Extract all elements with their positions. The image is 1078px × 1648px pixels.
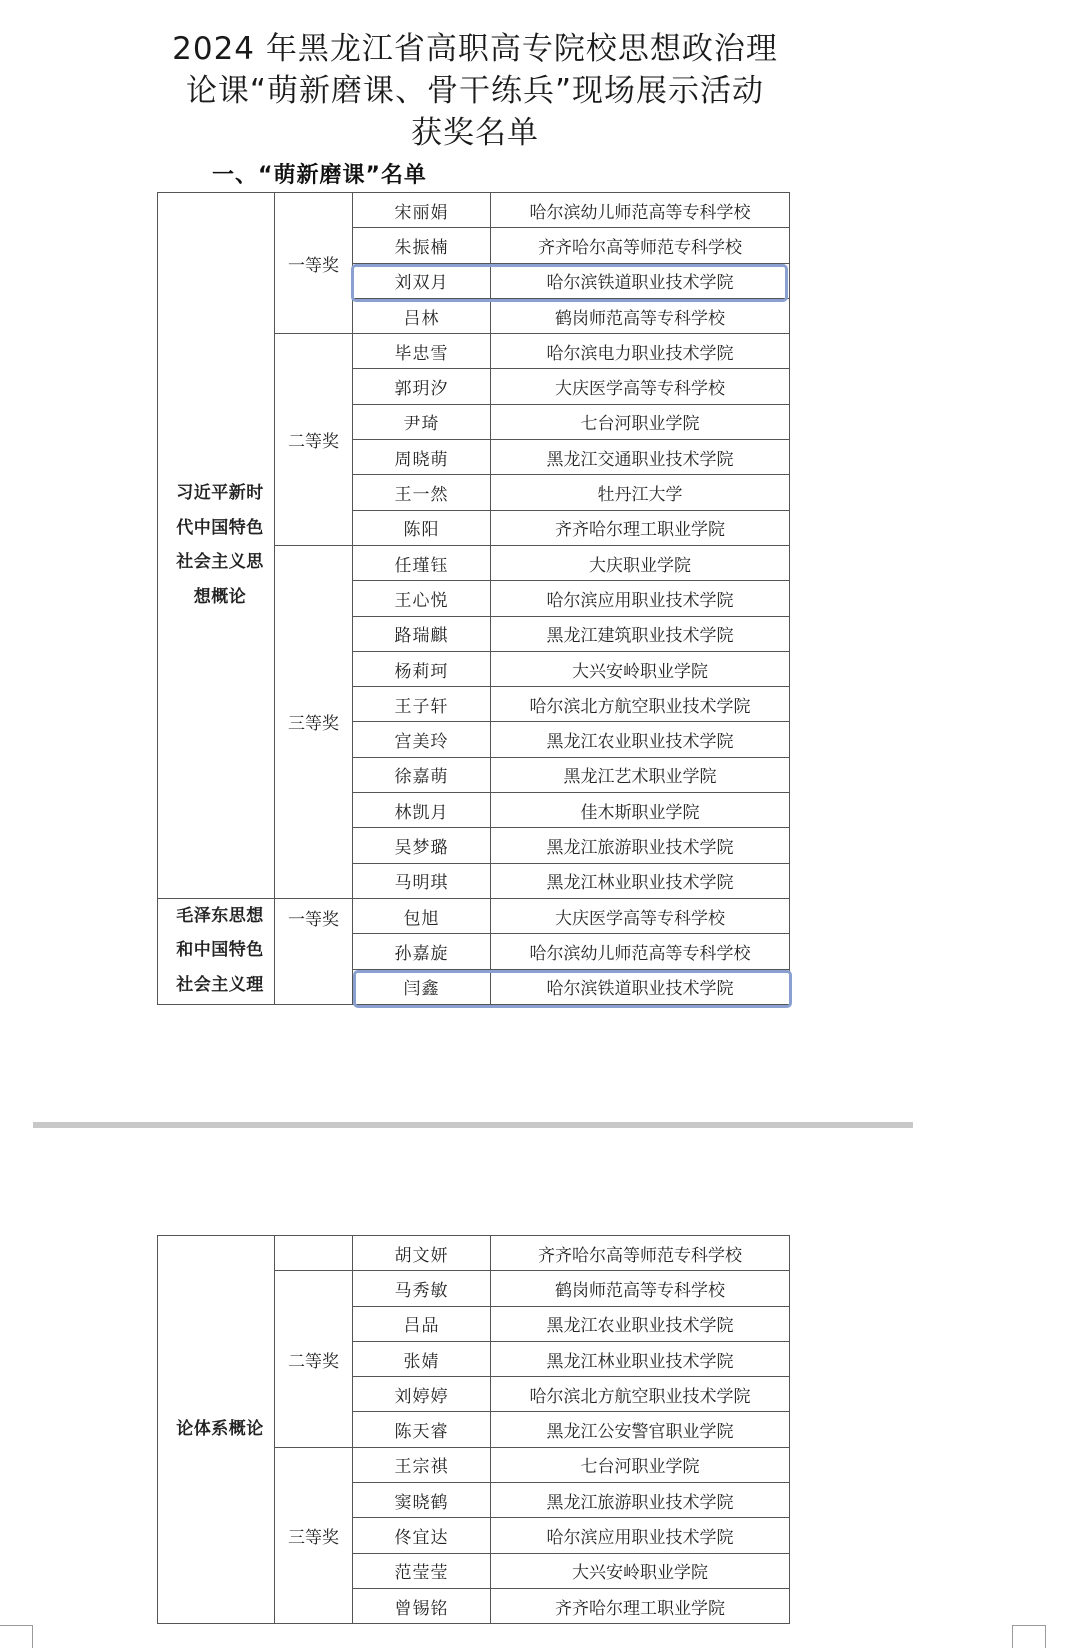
award-level-cell: 二等奖 bbox=[275, 1271, 353, 1447]
winner-school: 齐齐哈尔理工职业学院 bbox=[491, 510, 790, 545]
winner-name: 王子轩 bbox=[353, 687, 491, 722]
winner-name: 吴梦璐 bbox=[353, 828, 491, 863]
winner-school: 黑龙江林业职业技术学院 bbox=[491, 863, 790, 898]
highlight-box bbox=[353, 970, 792, 1008]
winner-name: 郭玥汐 bbox=[353, 369, 491, 404]
winner-school: 齐齐哈尔理工职业学院 bbox=[491, 1588, 790, 1623]
subject-cell: 论体系概论 bbox=[158, 1236, 275, 1624]
page-divider bbox=[33, 1122, 913, 1128]
winner-name: 陈天睿 bbox=[353, 1412, 491, 1447]
winner-name: 佟宜达 bbox=[353, 1518, 491, 1553]
winner-school: 佳木斯职业学院 bbox=[491, 793, 790, 828]
winner-school: 黑龙江农业职业技术学院 bbox=[491, 1306, 790, 1341]
winner-school: 大庆医学高等专科学校 bbox=[491, 898, 790, 933]
winner-school: 黑龙江交通职业技术学院 bbox=[491, 440, 790, 475]
award-level-cell bbox=[275, 1236, 353, 1271]
award-table-page-1 bbox=[157, 192, 790, 1005]
winner-school: 哈尔滨应用职业技术学院 bbox=[491, 1518, 790, 1553]
table-row bbox=[158, 1236, 790, 1271]
winner-name: 徐嘉萌 bbox=[353, 757, 491, 792]
title-line-1: 2024 年黑龙江省高职高专院校思想政治理 bbox=[172, 31, 778, 67]
winner-name: 闫鑫 bbox=[353, 969, 491, 1004]
winner-name: 宫美玲 bbox=[353, 722, 491, 757]
winner-name: 曾锡铭 bbox=[353, 1588, 491, 1623]
winner-school: 齐齐哈尔高等师范专科学校 bbox=[491, 1236, 790, 1271]
highlight-box bbox=[351, 264, 788, 302]
winner-name: 孙嘉旋 bbox=[353, 934, 491, 969]
winner-name: 王心悦 bbox=[353, 581, 491, 616]
award-table-page-2 bbox=[157, 1235, 790, 1624]
title-line-2: 论课“萌新磨课、骨干练兵”现场展示活动 bbox=[185, 73, 765, 109]
winner-school: 哈尔滨铁道职业技术学院 bbox=[491, 263, 790, 298]
section-heading: 一、“萌新磨课”名单 bbox=[212, 163, 427, 188]
winner-school: 鹤岗师范高等专科学校 bbox=[491, 298, 790, 333]
winner-school: 哈尔滨应用职业技术学院 bbox=[491, 581, 790, 616]
winner-name: 窦晓鹤 bbox=[353, 1483, 491, 1518]
winner-school: 黑龙江旅游职业技术学院 bbox=[491, 1483, 790, 1518]
page-corner-mark bbox=[1012, 1625, 1046, 1648]
winner-school: 哈尔滨幼儿师范高等专科学校 bbox=[491, 193, 790, 228]
winner-school: 牡丹江大学 bbox=[491, 475, 790, 510]
winner-school: 黑龙江林业职业技术学院 bbox=[491, 1341, 790, 1376]
winner-school: 黑龙江艺术职业学院 bbox=[491, 757, 790, 792]
winner-name: 张婧 bbox=[353, 1341, 491, 1376]
winner-name: 林凯月 bbox=[353, 793, 491, 828]
winner-name: 宋丽娟 bbox=[353, 193, 491, 228]
winner-school: 七台河职业学院 bbox=[491, 404, 790, 439]
winner-school: 哈尔滨幼儿师范高等专科学校 bbox=[491, 934, 790, 969]
winner-school: 黑龙江旅游职业技术学院 bbox=[491, 828, 790, 863]
winner-school: 黑龙江公安警官职业学院 bbox=[491, 1412, 790, 1447]
winner-name: 杨莉珂 bbox=[353, 651, 491, 686]
award-level-cell: 一等奖 bbox=[275, 898, 353, 1004]
winner-school: 黑龙江建筑职业技术学院 bbox=[491, 616, 790, 651]
winner-name: 任瑾钰 bbox=[353, 545, 491, 580]
winner-name: 路瑞麒 bbox=[353, 616, 491, 651]
winner-school: 哈尔滨电力职业技术学院 bbox=[491, 334, 790, 369]
award-level-cell: 一等奖 bbox=[275, 193, 353, 334]
winner-name: 刘婷婷 bbox=[353, 1377, 491, 1412]
winner-name: 马明琪 bbox=[353, 863, 491, 898]
winner-name: 马秀敏 bbox=[353, 1271, 491, 1306]
title-line-3: 获奖名单 bbox=[411, 115, 539, 151]
document-title bbox=[155, 28, 795, 154]
winner-school: 大庆职业学院 bbox=[491, 545, 790, 580]
winner-school: 哈尔滨北方航空职业技术学院 bbox=[491, 1377, 790, 1412]
winner-school: 哈尔滨北方航空职业技术学院 bbox=[491, 687, 790, 722]
subject-cell: 毛泽东思想和中国特色社会主义理 bbox=[158, 898, 275, 1004]
winner-name: 刘双月 bbox=[353, 263, 491, 298]
table-row bbox=[158, 193, 790, 228]
winner-name: 吕品 bbox=[353, 1306, 491, 1341]
winner-name: 吕林 bbox=[353, 298, 491, 333]
winner-school: 黑龙江农业职业技术学院 bbox=[491, 722, 790, 757]
winner-name: 毕忠雪 bbox=[353, 334, 491, 369]
winner-name: 陈阳 bbox=[353, 510, 491, 545]
winner-school: 大庆医学高等专科学校 bbox=[491, 369, 790, 404]
winner-school: 七台河职业学院 bbox=[491, 1447, 790, 1482]
winner-school: 大兴安岭职业学院 bbox=[491, 651, 790, 686]
winner-name: 包旭 bbox=[353, 898, 491, 933]
winner-name: 王一然 bbox=[353, 475, 491, 510]
winner-name: 朱振楠 bbox=[353, 228, 491, 263]
winner-name: 尹琦 bbox=[353, 404, 491, 439]
winner-school: 大兴安岭职业学院 bbox=[491, 1553, 790, 1588]
winner-name: 胡文妍 bbox=[353, 1236, 491, 1271]
award-level-cell: 三等奖 bbox=[275, 1447, 353, 1623]
page-corner-mark bbox=[0, 1625, 33, 1648]
winner-school: 哈尔滨铁道职业技术学院 bbox=[491, 969, 790, 1004]
winner-school: 齐齐哈尔高等师范专科学校 bbox=[491, 228, 790, 263]
winner-name: 王宗祺 bbox=[353, 1447, 491, 1482]
award-level-cell: 二等奖 bbox=[275, 334, 353, 546]
subject-cell: 习近平新时代中国特色社会主义思想概论 bbox=[158, 193, 275, 899]
award-level-cell: 三等奖 bbox=[275, 545, 353, 898]
winner-name: 范莹莹 bbox=[353, 1553, 491, 1588]
winner-school: 鹤岗师范高等专科学校 bbox=[491, 1271, 790, 1306]
table-row bbox=[158, 898, 790, 933]
winner-name: 周晓萌 bbox=[353, 440, 491, 475]
